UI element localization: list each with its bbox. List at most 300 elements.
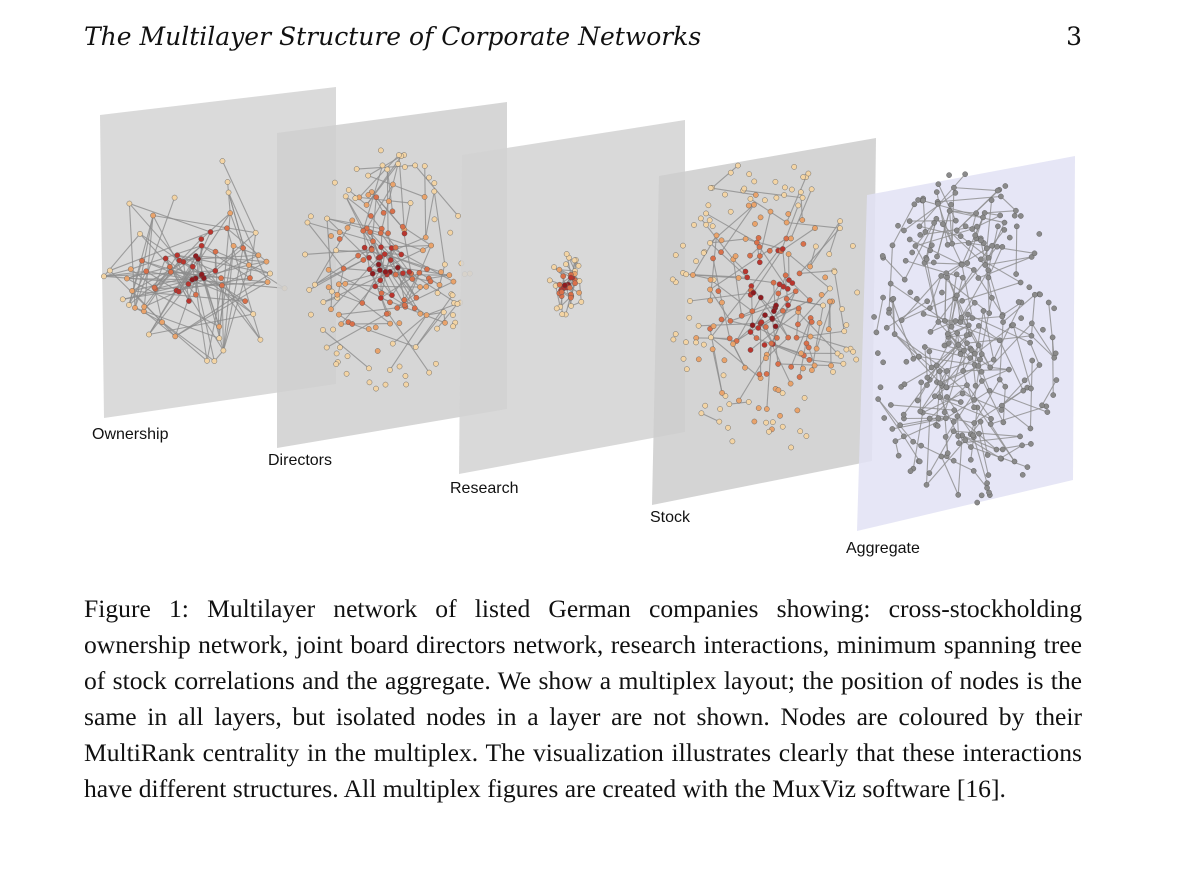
network-node bbox=[788, 381, 793, 386]
network-node bbox=[835, 351, 840, 356]
network-node bbox=[448, 230, 453, 235]
network-node bbox=[1001, 420, 1006, 425]
network-node bbox=[1019, 443, 1024, 448]
network-node bbox=[710, 256, 715, 261]
layer-label-stock: Stock bbox=[650, 509, 691, 526]
network-node bbox=[554, 306, 559, 311]
network-node bbox=[410, 276, 415, 281]
network-node bbox=[186, 281, 191, 286]
network-node bbox=[922, 344, 927, 349]
network-node bbox=[951, 185, 956, 190]
network-node bbox=[375, 348, 380, 353]
network-node bbox=[428, 279, 433, 284]
network-node bbox=[742, 365, 747, 370]
network-node bbox=[942, 410, 947, 415]
network-node bbox=[884, 325, 889, 330]
network-node bbox=[670, 277, 675, 282]
network-node bbox=[163, 256, 168, 261]
network-node bbox=[987, 388, 992, 393]
network-node bbox=[388, 321, 393, 326]
network-node bbox=[892, 332, 897, 337]
network-node bbox=[1012, 213, 1017, 218]
network-node bbox=[423, 235, 428, 240]
network-node bbox=[701, 250, 706, 255]
network-node bbox=[763, 356, 768, 361]
network-node bbox=[946, 172, 951, 177]
network-node bbox=[939, 273, 944, 278]
network-node bbox=[388, 257, 393, 262]
network-node bbox=[560, 312, 565, 317]
network-node bbox=[427, 175, 432, 180]
network-node bbox=[971, 405, 976, 410]
network-node bbox=[305, 220, 310, 225]
network-node bbox=[1000, 319, 1005, 324]
network-node bbox=[807, 264, 812, 269]
network-node bbox=[788, 445, 793, 450]
network-node bbox=[120, 297, 125, 302]
network-node bbox=[972, 351, 977, 356]
network-node bbox=[932, 220, 937, 225]
network-node bbox=[376, 262, 381, 267]
network-node bbox=[786, 211, 791, 216]
network-node bbox=[806, 171, 811, 176]
network-node bbox=[895, 223, 900, 228]
network-node bbox=[337, 236, 342, 241]
network-node bbox=[978, 257, 983, 262]
network-node bbox=[395, 161, 400, 166]
network-node bbox=[989, 295, 994, 300]
network-node bbox=[124, 276, 129, 281]
network-node bbox=[402, 231, 407, 236]
network-node bbox=[326, 285, 331, 290]
network-node bbox=[786, 251, 791, 256]
network-node bbox=[324, 345, 329, 350]
network-node bbox=[984, 485, 989, 490]
network-node bbox=[366, 255, 371, 260]
network-node bbox=[572, 258, 577, 263]
network-node bbox=[199, 272, 204, 277]
network-node bbox=[320, 327, 325, 332]
network-node bbox=[1025, 464, 1030, 469]
network-node bbox=[172, 195, 177, 200]
network-node bbox=[146, 332, 151, 337]
network-node bbox=[385, 167, 390, 172]
network-node bbox=[850, 349, 855, 354]
network-node bbox=[324, 216, 329, 221]
network-node bbox=[963, 172, 968, 177]
network-node bbox=[370, 239, 375, 244]
network-node bbox=[1028, 426, 1033, 431]
network-node bbox=[343, 194, 348, 199]
network-node bbox=[985, 481, 990, 486]
network-node bbox=[904, 359, 909, 364]
network-node bbox=[728, 318, 733, 323]
network-node bbox=[776, 291, 781, 296]
network-node bbox=[976, 343, 981, 348]
network-node bbox=[568, 295, 573, 300]
network-node bbox=[393, 245, 398, 250]
network-node bbox=[780, 246, 785, 251]
network-node bbox=[326, 267, 331, 272]
network-node bbox=[985, 452, 990, 457]
network-node bbox=[959, 315, 964, 320]
network-node bbox=[784, 220, 789, 225]
network-node bbox=[403, 373, 408, 378]
network-node bbox=[126, 302, 131, 307]
network-node bbox=[450, 312, 455, 317]
network-node bbox=[928, 248, 933, 253]
network-node bbox=[844, 322, 849, 327]
network-node bbox=[420, 248, 425, 253]
network-node bbox=[186, 298, 191, 303]
network-node bbox=[437, 282, 442, 287]
network-node bbox=[199, 236, 204, 241]
network-node bbox=[978, 238, 983, 243]
network-node bbox=[767, 248, 772, 253]
network-node bbox=[901, 412, 906, 417]
network-node bbox=[362, 245, 367, 250]
network-node bbox=[968, 355, 973, 360]
network-node bbox=[934, 363, 939, 368]
network-node bbox=[1016, 299, 1021, 304]
network-node bbox=[934, 189, 939, 194]
network-node bbox=[979, 369, 984, 374]
network-node bbox=[1037, 231, 1042, 236]
network-node bbox=[963, 224, 968, 229]
network-node bbox=[756, 406, 761, 411]
network-node bbox=[762, 198, 767, 203]
network-node bbox=[950, 241, 955, 246]
network-node bbox=[971, 468, 976, 473]
network-node bbox=[902, 382, 907, 387]
network-node bbox=[891, 296, 896, 301]
network-node bbox=[908, 290, 913, 295]
network-node bbox=[927, 306, 932, 311]
network-node bbox=[718, 250, 723, 255]
network-node bbox=[766, 429, 771, 434]
network-node bbox=[817, 320, 822, 325]
figure-caption: Figure 1: Multilayer network of listed German companies showing: cross-stockholding ownership network, joint board directors network, research interactions, minimum spanning tree of stock correlations and the aggregate. We show a multiplex layout; the position of nodes is the same in all layers, but isolated nodes in a layer are not shown. Nodes are coloured by their MultiRank centrality in the multiplex. The visualization illustrates clearly that these interactions have different structures. All multiplex figures are created with the MuxViz software [16]. bbox=[84, 594, 1082, 803]
layer-aggregate bbox=[846, 156, 1075, 557]
network-node bbox=[384, 311, 389, 316]
network-node bbox=[336, 282, 341, 287]
network-node bbox=[945, 451, 950, 456]
network-node bbox=[908, 469, 913, 474]
network-node bbox=[332, 180, 337, 185]
network-node bbox=[783, 273, 788, 278]
network-node bbox=[142, 304, 147, 309]
network-node bbox=[447, 273, 452, 278]
network-node bbox=[769, 341, 774, 346]
network-node bbox=[989, 198, 994, 203]
network-node bbox=[807, 297, 812, 302]
network-node bbox=[417, 284, 422, 289]
network-node bbox=[567, 285, 572, 290]
network-node bbox=[389, 293, 394, 298]
network-node bbox=[986, 275, 991, 280]
network-node bbox=[381, 210, 386, 215]
network-node bbox=[334, 351, 339, 356]
network-node bbox=[910, 250, 915, 255]
network-node bbox=[337, 345, 342, 350]
network-node bbox=[193, 253, 198, 258]
network-node bbox=[796, 306, 801, 311]
network-node bbox=[827, 299, 832, 304]
network-node bbox=[404, 382, 409, 387]
network-node bbox=[337, 230, 342, 235]
network-node bbox=[703, 403, 708, 408]
network-node bbox=[302, 252, 307, 257]
network-node bbox=[976, 431, 981, 436]
network-node bbox=[383, 382, 388, 387]
network-node bbox=[871, 314, 876, 319]
network-node bbox=[1054, 377, 1059, 382]
network-node bbox=[774, 195, 779, 200]
network-node bbox=[336, 312, 341, 317]
network-node bbox=[424, 267, 429, 272]
network-node bbox=[728, 209, 733, 214]
network-node bbox=[128, 267, 133, 272]
network-node bbox=[918, 443, 923, 448]
layer-label-directors: Directors bbox=[268, 452, 333, 469]
network-node bbox=[971, 267, 976, 272]
network-node bbox=[914, 296, 919, 301]
network-node bbox=[964, 383, 969, 388]
network-node bbox=[989, 243, 994, 248]
network-node bbox=[837, 226, 842, 231]
network-node bbox=[832, 269, 837, 274]
network-node bbox=[954, 272, 959, 277]
network-node bbox=[1014, 271, 1019, 276]
network-node bbox=[350, 218, 355, 223]
network-node bbox=[785, 303, 790, 308]
network-node bbox=[937, 395, 942, 400]
network-node bbox=[940, 222, 945, 227]
network-node bbox=[1013, 208, 1018, 213]
network-node bbox=[936, 182, 941, 187]
network-node bbox=[390, 209, 395, 214]
network-node bbox=[762, 342, 767, 347]
network-node bbox=[988, 365, 993, 370]
network-node bbox=[455, 301, 460, 306]
network-node bbox=[952, 408, 957, 413]
network-node bbox=[742, 186, 747, 191]
network-node bbox=[976, 323, 981, 328]
network-node bbox=[875, 351, 880, 356]
network-node bbox=[763, 324, 768, 329]
network-node bbox=[708, 298, 713, 303]
network-node bbox=[997, 338, 1002, 343]
network-node bbox=[730, 439, 735, 444]
network-node bbox=[921, 311, 926, 316]
network-node bbox=[745, 275, 750, 280]
network-node bbox=[773, 179, 778, 184]
network-node bbox=[373, 284, 378, 289]
network-node bbox=[770, 420, 775, 425]
network-node bbox=[175, 253, 180, 258]
network-node bbox=[246, 262, 251, 267]
network-node bbox=[968, 444, 973, 449]
network-node bbox=[344, 371, 349, 376]
network-node bbox=[812, 226, 817, 231]
network-node bbox=[776, 388, 781, 393]
network-node bbox=[958, 319, 963, 324]
network-node bbox=[366, 326, 371, 331]
network-node bbox=[1018, 280, 1023, 285]
network-node bbox=[758, 215, 763, 220]
network-node bbox=[168, 269, 173, 274]
network-node bbox=[751, 202, 756, 207]
network-node bbox=[190, 277, 195, 282]
network-node bbox=[943, 434, 948, 439]
network-node bbox=[1037, 292, 1042, 297]
network-node bbox=[212, 358, 217, 363]
network-node bbox=[379, 291, 384, 296]
network-node bbox=[367, 380, 372, 385]
network-node bbox=[378, 278, 383, 283]
network-node bbox=[813, 244, 818, 249]
network-node bbox=[841, 361, 846, 366]
network-node bbox=[402, 297, 407, 302]
network-node bbox=[265, 279, 270, 284]
network-node bbox=[809, 187, 814, 192]
network-node bbox=[746, 399, 751, 404]
network-node bbox=[773, 324, 778, 329]
network-node bbox=[733, 254, 738, 259]
network-node bbox=[756, 235, 761, 240]
network-node bbox=[840, 306, 845, 311]
network-node bbox=[972, 397, 977, 402]
network-node bbox=[757, 260, 762, 265]
network-node bbox=[782, 185, 787, 190]
network-node bbox=[551, 265, 556, 270]
network-node bbox=[924, 382, 929, 387]
network-node bbox=[380, 163, 385, 168]
network-node bbox=[204, 358, 209, 363]
network-node bbox=[743, 236, 748, 241]
network-node bbox=[954, 293, 959, 298]
network-node bbox=[897, 423, 902, 428]
network-node bbox=[913, 243, 918, 248]
network-node bbox=[438, 269, 443, 274]
network-node bbox=[888, 281, 893, 286]
network-node bbox=[373, 386, 378, 391]
network-node bbox=[693, 340, 698, 345]
network-node bbox=[708, 185, 713, 190]
network-node bbox=[750, 323, 755, 328]
network-node bbox=[931, 260, 936, 265]
network-node bbox=[360, 300, 365, 305]
network-node bbox=[827, 252, 832, 257]
network-node bbox=[350, 321, 355, 326]
network-node bbox=[1037, 362, 1042, 367]
layer-label-research: Research bbox=[450, 480, 519, 497]
network-node bbox=[243, 299, 248, 304]
network-node bbox=[432, 217, 437, 222]
network-node bbox=[814, 346, 819, 351]
network-node bbox=[333, 248, 338, 253]
network-node bbox=[364, 202, 369, 207]
network-node bbox=[346, 187, 351, 192]
network-node bbox=[806, 345, 811, 350]
network-node bbox=[1021, 388, 1026, 393]
network-node bbox=[977, 357, 982, 362]
network-node bbox=[911, 439, 916, 444]
network-node bbox=[706, 203, 711, 208]
network-node bbox=[802, 395, 807, 400]
network-node bbox=[986, 268, 991, 273]
network-node bbox=[328, 233, 333, 238]
network-node bbox=[220, 158, 225, 163]
network-node bbox=[579, 299, 584, 304]
network-node bbox=[717, 419, 722, 424]
network-node bbox=[708, 277, 713, 282]
network-node bbox=[750, 309, 755, 314]
network-node bbox=[217, 336, 222, 341]
network-node bbox=[217, 324, 222, 329]
network-node bbox=[786, 335, 791, 340]
network-node bbox=[777, 413, 782, 418]
layer-research bbox=[450, 120, 685, 497]
network-node bbox=[944, 394, 949, 399]
network-node bbox=[335, 292, 340, 297]
network-node bbox=[268, 271, 273, 276]
network-node bbox=[809, 319, 814, 324]
network-node bbox=[390, 182, 395, 187]
network-node bbox=[758, 295, 763, 300]
network-node bbox=[378, 230, 383, 235]
network-node bbox=[139, 258, 144, 263]
network-node bbox=[928, 329, 933, 334]
network-node bbox=[397, 364, 402, 369]
network-node bbox=[701, 342, 706, 347]
network-node bbox=[1022, 378, 1027, 383]
network-node bbox=[218, 276, 223, 281]
network-node bbox=[407, 269, 412, 274]
network-node bbox=[130, 288, 135, 293]
network-node bbox=[916, 354, 921, 359]
network-node bbox=[801, 174, 806, 179]
network-node bbox=[321, 300, 326, 305]
network-node bbox=[717, 406, 722, 411]
network-node bbox=[382, 251, 387, 256]
network-node bbox=[901, 434, 906, 439]
network-node bbox=[746, 203, 751, 208]
network-node bbox=[167, 264, 172, 269]
network-node bbox=[562, 283, 567, 288]
network-node bbox=[429, 243, 434, 248]
network-node bbox=[903, 258, 908, 263]
network-node bbox=[564, 251, 569, 256]
network-node bbox=[915, 197, 920, 202]
network-node bbox=[921, 198, 926, 203]
network-node bbox=[774, 335, 779, 340]
network-node bbox=[936, 416, 941, 421]
network-node bbox=[855, 290, 860, 295]
network-node bbox=[756, 325, 761, 330]
network-node bbox=[177, 258, 182, 263]
network-node bbox=[972, 300, 977, 305]
network-node bbox=[684, 272, 689, 277]
network-node bbox=[882, 415, 887, 420]
network-node bbox=[687, 315, 692, 320]
network-node bbox=[784, 296, 789, 301]
network-node bbox=[929, 365, 934, 370]
network-node bbox=[572, 281, 577, 286]
network-node bbox=[979, 378, 984, 383]
network-node bbox=[256, 253, 261, 258]
network-node bbox=[176, 289, 181, 294]
